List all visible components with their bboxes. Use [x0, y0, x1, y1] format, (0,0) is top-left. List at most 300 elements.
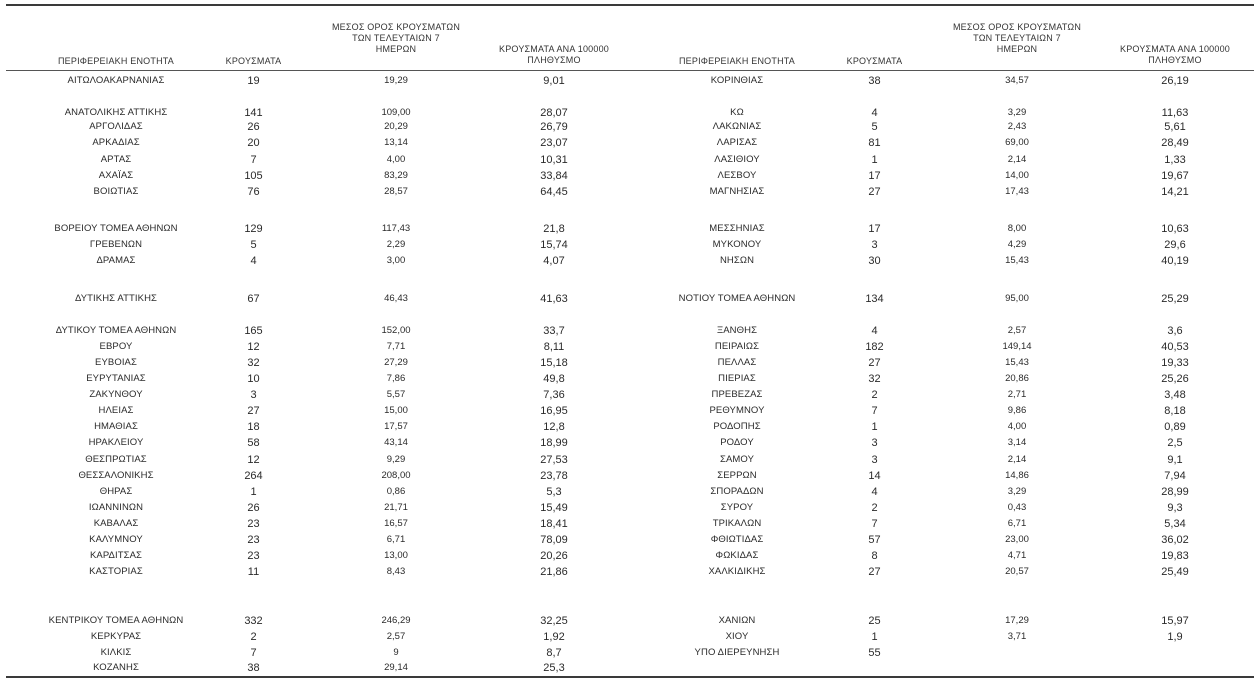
table-row	[627, 356, 1254, 370]
cell-rate: 7,94	[1164, 470, 1186, 482]
cell-name: ΚΟΖΑΝΗΣ	[93, 662, 139, 673]
cell-cases: 5	[871, 121, 878, 133]
cell-rate: 28,49	[1161, 137, 1189, 149]
cell-cases: 11	[247, 566, 260, 578]
table-row	[6, 153, 633, 167]
cell-avg: 4,00	[386, 154, 406, 165]
table-row	[627, 185, 1254, 199]
cell-rate: 27,53	[540, 454, 568, 466]
table-row	[6, 222, 633, 236]
table-row	[627, 106, 1254, 120]
cell-avg: 69,00	[1005, 137, 1029, 148]
table-row	[6, 453, 633, 467]
table-row	[6, 549, 633, 563]
cell-avg: 2,57	[1007, 325, 1027, 336]
table-row	[627, 238, 1254, 252]
cell-cases: 57	[868, 534, 881, 546]
cell-cases: 27	[247, 405, 260, 417]
cell-avg: 2,43	[1007, 121, 1027, 132]
cell-avg: 34,57	[1005, 75, 1029, 86]
cell-rate: 4,07	[543, 255, 565, 267]
cell-rate: 32,25	[540, 615, 568, 627]
cell-cases: 30	[868, 255, 881, 267]
cell-rate: 23,07	[540, 137, 568, 149]
header-rate: ΚΡΟΥΣΜΑΤΑ ΑΝΑ 100000 ΠΛΗΘΥΣΜΟ	[499, 44, 609, 65]
cell-rate: 5,34	[1164, 518, 1186, 530]
cell-cases: 55	[868, 647, 881, 659]
table-row	[627, 222, 1254, 236]
cell-rate: 5,3	[546, 486, 562, 498]
cell-rate: 1,92	[543, 631, 565, 643]
cell-rate: 40,53	[1161, 341, 1189, 353]
table-row	[627, 254, 1254, 268]
cell-rate: 25,3	[543, 662, 565, 674]
cell-avg: 3,14	[1007, 437, 1027, 448]
cell-rate: 26,19	[1161, 75, 1189, 87]
table-row	[6, 614, 633, 628]
cell-cases: 4	[871, 325, 878, 337]
table-row	[6, 372, 633, 386]
cell-rate: 1,33	[1164, 154, 1186, 166]
cell-rate: 33,7	[543, 325, 565, 337]
cell-rate: 25,26	[1161, 373, 1189, 385]
cell-rate: 5,61	[1164, 121, 1186, 133]
cell-name: ΣΑΜΟΥ	[719, 454, 755, 465]
cell-name: ΣΥΡΟΥ	[720, 502, 754, 513]
cell-name: ΧΑΛΚΙΔΙΚΗΣ	[708, 566, 766, 577]
cell-cases: 7	[250, 154, 257, 166]
cell-name: ΔΥΤΙΚΟΥ ΤΟΜΕΑ ΑΘΗΝΩΝ	[55, 325, 177, 336]
table-row	[6, 501, 633, 515]
table-row	[627, 517, 1254, 531]
table-row	[6, 404, 633, 418]
table-row	[627, 485, 1254, 499]
cell-cases: 7	[871, 518, 878, 530]
cell-cases: 26	[247, 121, 260, 133]
cell-rate: 49,8	[543, 373, 565, 385]
cell-name: ΡΕΘΥΜΝΟΥ	[709, 405, 765, 416]
cell-name: ΕΥΒΟΙΑΣ	[95, 357, 137, 368]
table-row	[6, 630, 633, 644]
cell-cases: 23	[247, 534, 260, 546]
cell-cases: 1	[871, 421, 878, 433]
table-row	[6, 106, 633, 120]
cell-avg: 17,43	[1005, 186, 1029, 197]
cell-cases: 58	[247, 437, 260, 449]
cell-avg: 109,00	[381, 107, 411, 118]
cell-cases: 2	[250, 631, 257, 643]
cell-avg: 6,71	[386, 534, 406, 545]
cell-cases: 23	[247, 550, 260, 562]
cell-name: ΣΕΡΡΩΝ	[717, 470, 757, 481]
table-row	[627, 533, 1254, 547]
cell-name: ΝΟΤΙΟΥ ΤΟΜΕΑ ΑΘΗΝΩΝ	[678, 293, 796, 304]
cell-cases: 3	[871, 454, 878, 466]
cell-cases: 8	[871, 550, 878, 562]
cell-avg: 27,29	[384, 357, 408, 368]
cell-name: ΘΕΣΠΡΩΤΙΑΣ	[85, 454, 147, 465]
cell-name: ΛΑΣΙΘΙΟΥ	[714, 154, 760, 165]
table-row	[6, 238, 633, 252]
cell-name: ΠΙΕΡΙΑΣ	[718, 373, 756, 384]
cell-rate: 23,78	[540, 470, 568, 482]
table-row	[627, 324, 1254, 338]
table-row	[6, 469, 633, 483]
cell-cases: 1	[250, 486, 257, 498]
cell-cases: 3	[250, 389, 257, 401]
cell-avg: 9,29	[386, 454, 406, 465]
cell-cases: 1	[871, 154, 878, 166]
cell-cases: 25	[868, 615, 881, 627]
cell-avg: 83,29	[384, 170, 408, 181]
cell-avg: 13,14	[384, 137, 408, 148]
cell-rate: 2,5	[1167, 437, 1183, 449]
cell-rate: 21,8	[543, 223, 565, 235]
cell-avg: 23,00	[1005, 534, 1029, 545]
cell-avg: 15,43	[1005, 255, 1029, 266]
table-row	[6, 185, 633, 199]
cell-name: ΡΟΔΟΠΗΣ	[713, 421, 761, 432]
cell-cases: 38	[247, 662, 260, 674]
cell-avg: 4,00	[1007, 421, 1027, 432]
cell-cases: 7	[250, 647, 257, 659]
header-cases: ΚΡΟΥΣΜΑΤΑ	[846, 56, 903, 66]
table-row	[627, 630, 1254, 644]
cell-name: ΗΛΕΙΑΣ	[98, 405, 134, 416]
cell-rate: 19,83	[1161, 550, 1189, 562]
cell-name: ΑΙΤΩΛΟΑΚΑΡΝΑΝΙΑΣ	[67, 75, 165, 86]
cell-cases: 2	[871, 502, 878, 514]
cell-cases: 129	[244, 223, 263, 235]
cell-rate: 9,1	[1167, 454, 1183, 466]
table-row	[6, 340, 633, 354]
cell-avg: 16,57	[384, 518, 408, 529]
cell-cases: 32	[247, 357, 260, 369]
cell-cases: 165	[244, 325, 263, 337]
cell-avg: 43,14	[384, 437, 408, 448]
cell-avg: 5,57	[386, 389, 406, 400]
cell-cases: 38	[868, 75, 881, 87]
cell-rate: 15,49	[540, 502, 568, 514]
cell-avg: 152,00	[381, 325, 411, 336]
cell-avg: 28,57	[384, 186, 408, 197]
cell-rate: 19,33	[1161, 357, 1189, 369]
cell-rate: 78,09	[540, 534, 568, 546]
table-row	[627, 646, 1254, 660]
cell-rate: 20,26	[540, 550, 568, 562]
header-avg: ΜΕΣΟΣ ΟΡΟΣ ΚΡΟΥΣΜΑΤΩΝ ΤΩΝ ΤΕΛΕΥΤΑΙΩΝ 7 ΗΜΕΡΩΝ	[952, 22, 1082, 54]
cell-rate: 9,3	[1167, 502, 1183, 514]
cell-rate: 10,31	[540, 154, 568, 166]
cell-cases: 27	[868, 357, 881, 369]
cell-name: ΛΕΣΒΟΥ	[717, 170, 757, 181]
cell-rate: 40,19	[1161, 255, 1189, 267]
cell-name: ΚΑΒΑΛΑΣ	[93, 518, 139, 529]
table-row	[627, 388, 1254, 402]
table-row	[627, 453, 1254, 467]
table-row	[627, 74, 1254, 88]
table-row	[627, 340, 1254, 354]
cell-name: ΚΕΝΤΡΙΚΟΥ ΤΟΜΕΑ ΑΘΗΝΩΝ	[48, 615, 184, 626]
table-row	[6, 324, 633, 338]
cell-avg: 95,00	[1005, 293, 1029, 304]
cell-avg: 2,29	[386, 239, 406, 250]
cell-avg: 19,29	[384, 75, 408, 86]
cell-name: ΦΩΚΙΔΑΣ	[715, 550, 759, 561]
cell-rate: 1,9	[1167, 631, 1183, 643]
cell-cases: 10	[247, 373, 260, 385]
cell-cases: 14	[868, 470, 881, 482]
cell-name: ΚΙΛΚΙΣ	[100, 647, 132, 658]
table-row	[627, 420, 1254, 434]
cell-name: ΘΕΣΣΑΛΟΝΙΚΗΣ	[78, 470, 154, 481]
cell-cases: 26	[247, 502, 260, 514]
cell-avg: 3,00	[386, 255, 406, 266]
cell-name: ΑΝΑΤΟΛΙΚΗΣ ΑΤΤΙΚΗΣ	[64, 107, 168, 118]
cell-name: ΚΟΡΙΝΘΙΑΣ	[710, 75, 764, 86]
cell-avg: 8,00	[1007, 223, 1027, 234]
cell-name: ΦΘΙΩΤΙΔΑΣ	[710, 534, 764, 545]
cell-rate: 15,74	[540, 239, 568, 251]
cell-rate: 11,63	[1161, 107, 1189, 119]
table-row	[6, 136, 633, 150]
cell-avg: 3,29	[1007, 107, 1027, 118]
table-row	[6, 120, 633, 134]
cell-rate: 28,07	[540, 107, 568, 119]
cell-name: ΚΑΛΥΜΝΟΥ	[89, 534, 143, 545]
table-row	[6, 169, 633, 183]
table-row	[6, 485, 633, 499]
cell-avg: 14,86	[1005, 470, 1029, 481]
cell-avg: 21,71	[384, 502, 408, 513]
cell-cases: 32	[868, 373, 881, 385]
table-row	[627, 614, 1254, 628]
header-cases: ΚΡΟΥΣΜΑΤΑ	[225, 56, 282, 66]
cell-avg: 208,00	[381, 470, 411, 481]
cell-avg: 29,14	[384, 662, 408, 673]
cell-cases: 17	[868, 170, 881, 182]
table-row	[627, 292, 1254, 306]
left-table	[6, 0, 633, 681]
cell-rate: 3,6	[1167, 325, 1183, 337]
cell-name: ΘΗΡΑΣ	[99, 486, 133, 497]
cell-name: ΤΡΙΚΑΛΩΝ	[712, 518, 762, 529]
cell-avg: 20,29	[384, 121, 408, 132]
cell-cases: 18	[247, 421, 260, 433]
cell-name: ΣΠΟΡΑΔΩΝ	[710, 486, 764, 497]
table-row	[627, 469, 1254, 483]
cell-cases: 27	[868, 186, 881, 198]
cell-cases: 332	[244, 615, 263, 627]
cell-rate: 18,99	[540, 437, 568, 449]
cell-name: ΔΡΑΜΑΣ	[96, 255, 136, 266]
right-table	[627, 0, 1254, 681]
cell-name: ΜΕΣΣΗΝΙΑΣ	[709, 223, 765, 234]
cell-cases: 134	[865, 293, 884, 305]
cell-name: ΓΡΕΒΕΝΩΝ	[89, 239, 143, 250]
cell-name: ΝΗΣΩΝ	[719, 255, 755, 266]
cell-cases: 27	[868, 566, 881, 578]
cell-name: ΖΑΚΥΝΘΟΥ	[89, 389, 143, 400]
cell-cases: 4	[250, 255, 257, 267]
cell-rate: 36,02	[1161, 534, 1189, 546]
cell-name: ΚΕΡΚΥΡΑΣ	[90, 631, 142, 642]
cell-avg: 13,00	[384, 550, 408, 561]
cell-rate: 33,84	[540, 170, 568, 182]
table-row	[6, 356, 633, 370]
table-row	[6, 420, 633, 434]
table-row	[6, 533, 633, 547]
cell-avg: 15,00	[384, 405, 408, 416]
cell-rate: 8,11	[543, 341, 565, 353]
cell-avg: 20,86	[1005, 373, 1029, 384]
cell-avg: 2,71	[1007, 389, 1027, 400]
table-row	[627, 153, 1254, 167]
cell-name: ΡΟΔΟΥ	[720, 437, 754, 448]
table-row	[627, 372, 1254, 386]
cell-avg: 0,86	[386, 486, 406, 497]
cell-rate: 8,7	[546, 647, 562, 659]
cell-name: ΕΥΡΥΤΑΝΙΑΣ	[86, 373, 146, 384]
table-row	[6, 565, 633, 579]
cell-rate: 3,48	[1164, 389, 1186, 401]
cell-rate: 12,8	[543, 421, 565, 433]
cell-rate: 16,95	[540, 405, 568, 417]
cell-avg: 9	[393, 647, 399, 658]
cell-name: ΗΡΑΚΛΕΙΟΥ	[88, 437, 144, 448]
table-row	[627, 565, 1254, 579]
cell-rate: 21,86	[540, 566, 568, 578]
header-region: ΠΕΡΙΦΕΡΕΙΑΚΗ ΕΝΟΤΗΤΑ	[678, 56, 796, 66]
table-row	[6, 292, 633, 306]
cell-avg: 7,71	[386, 341, 406, 352]
cell-avg: 2,14	[1007, 454, 1027, 465]
cell-avg: 4,71	[1007, 550, 1027, 561]
cell-avg: 7,86	[386, 373, 406, 384]
cell-cases: 23	[247, 518, 260, 530]
cell-cases: 4	[871, 107, 878, 119]
cell-cases: 141	[244, 107, 263, 119]
table-row	[627, 136, 1254, 150]
cell-name: ΑΡΤΑΣ	[100, 154, 132, 165]
cell-name: ΚΑΡΔΙΤΣΑΣ	[89, 550, 143, 561]
cell-rate: 0,89	[1164, 421, 1186, 433]
table-row	[6, 661, 633, 675]
table-row	[6, 74, 633, 88]
cell-cases: 19	[247, 75, 260, 87]
cell-rate: 8,18	[1164, 405, 1186, 417]
table-row	[6, 436, 633, 450]
cell-avg: 2,57	[386, 631, 406, 642]
cell-avg: 3,71	[1007, 631, 1027, 642]
cell-cases: 76	[247, 186, 260, 198]
cell-cases: 5	[250, 239, 257, 251]
cell-name: ΠΕΙΡΑΙΩΣ	[714, 341, 760, 352]
cell-rate: 15,18	[540, 357, 568, 369]
cell-name: ΒΟΡΕΙΟΥ ΤΟΜΕΑ ΑΘΗΝΩΝ	[54, 223, 178, 234]
cell-rate: 28,99	[1161, 486, 1189, 498]
cell-name: ΧΙΟΥ	[725, 631, 749, 642]
cell-rate: 26,79	[540, 121, 568, 133]
cell-rate: 15,97	[1161, 615, 1189, 627]
cell-rate: 25,49	[1161, 566, 1189, 578]
table-row	[627, 404, 1254, 418]
cell-name: ΙΩΑΝΝΙΝΩΝ	[88, 502, 144, 513]
cell-cases: 1	[871, 631, 878, 643]
cell-rate: 14,21	[1161, 186, 1189, 198]
header-avg: ΜΕΣΟΣ ΟΡΟΣ ΚΡΟΥΣΜΑΤΩΝ ΤΩΝ ΤΕΛΕΥΤΑΙΩΝ 7 ΗΜΕΡΩΝ	[331, 22, 461, 54]
cell-name: ΔΥΤΙΚΗΣ ΑΤΤΙΚΗΣ	[74, 293, 158, 304]
cell-avg: 9,86	[1007, 405, 1027, 416]
table-row	[627, 501, 1254, 515]
cell-rate: 9,01	[543, 75, 565, 87]
cell-name: ΛΑΚΩΝΙΑΣ	[712, 121, 762, 132]
table-row	[627, 436, 1254, 450]
cell-cases: 105	[244, 170, 263, 182]
cell-avg: 3,29	[1007, 486, 1027, 497]
cell-rate: 18,41	[540, 518, 568, 530]
table-row	[627, 120, 1254, 134]
cell-avg: 8,43	[386, 566, 406, 577]
cell-name: ΧΑΝΙΩΝ	[718, 615, 756, 626]
cell-rate: 7,36	[543, 389, 565, 401]
cell-cases: 12	[247, 341, 260, 353]
cell-avg: 15,43	[1005, 357, 1029, 368]
cell-rate: 64,45	[540, 186, 568, 198]
cell-avg: 14,00	[1005, 170, 1029, 181]
cell-avg: 17,57	[384, 421, 408, 432]
cell-avg: 246,29	[381, 615, 411, 626]
cell-avg: 46,43	[384, 293, 408, 304]
cell-name: ΞΑΝΘΗΣ	[716, 325, 758, 336]
cell-cases: 2	[871, 389, 878, 401]
cell-cases: 12	[247, 454, 260, 466]
cell-name: ΑΡΚΑΔΙΑΣ	[92, 137, 140, 148]
cell-avg: 17,29	[1005, 615, 1029, 626]
cell-name: ΕΒΡΟΥ	[99, 341, 133, 352]
cell-rate: 41,63	[540, 293, 568, 305]
cell-avg: 0,43	[1007, 502, 1027, 513]
cell-name: ΜΑΓΝΗΣΙΑΣ	[709, 186, 765, 197]
table-row	[627, 169, 1254, 183]
cell-name: ΠΕΛΛΑΣ	[717, 357, 757, 368]
cell-name: ΜΥΚΟΝΟΥ	[712, 239, 762, 250]
cell-name: ΚΩ	[730, 107, 744, 118]
header-rate: ΚΡΟΥΣΜΑΤΑ ΑΝΑ 100000 ΠΛΗΘΥΣΜΟ	[1120, 44, 1230, 65]
cell-cases: 264	[244, 470, 263, 482]
table-row	[6, 517, 633, 531]
cell-name: ΑΡΓΟΛΙΔΑΣ	[89, 121, 143, 132]
cell-cases: 3	[871, 437, 878, 449]
cell-name: ΛΑΡΙΣΑΣ	[716, 137, 758, 148]
cell-name: ΗΜΑΘΙΑΣ	[94, 421, 138, 432]
cell-name: ΚΑΣΤΟΡΙΑΣ	[89, 566, 143, 577]
cell-avg: 2,14	[1007, 154, 1027, 165]
table-row	[627, 549, 1254, 563]
header-region: ΠΕΡΙΦΕΡΕΙΑΚΗ ΕΝΟΤΗΤΑ	[57, 56, 175, 66]
cell-cases: 3	[871, 239, 878, 251]
table-row	[6, 388, 633, 402]
cell-avg: 4,29	[1007, 239, 1027, 250]
cell-name: ΒΟΙΩΤΙΑΣ	[93, 186, 139, 197]
cell-cases: 182	[865, 341, 884, 353]
cell-cases: 81	[868, 137, 881, 149]
cell-rate: 19,67	[1161, 170, 1189, 182]
cell-rate: 10,63	[1161, 223, 1189, 235]
cell-avg: 149,14	[1002, 341, 1032, 352]
cell-avg: 117,43	[381, 223, 411, 234]
cell-cases: 17	[868, 223, 881, 235]
